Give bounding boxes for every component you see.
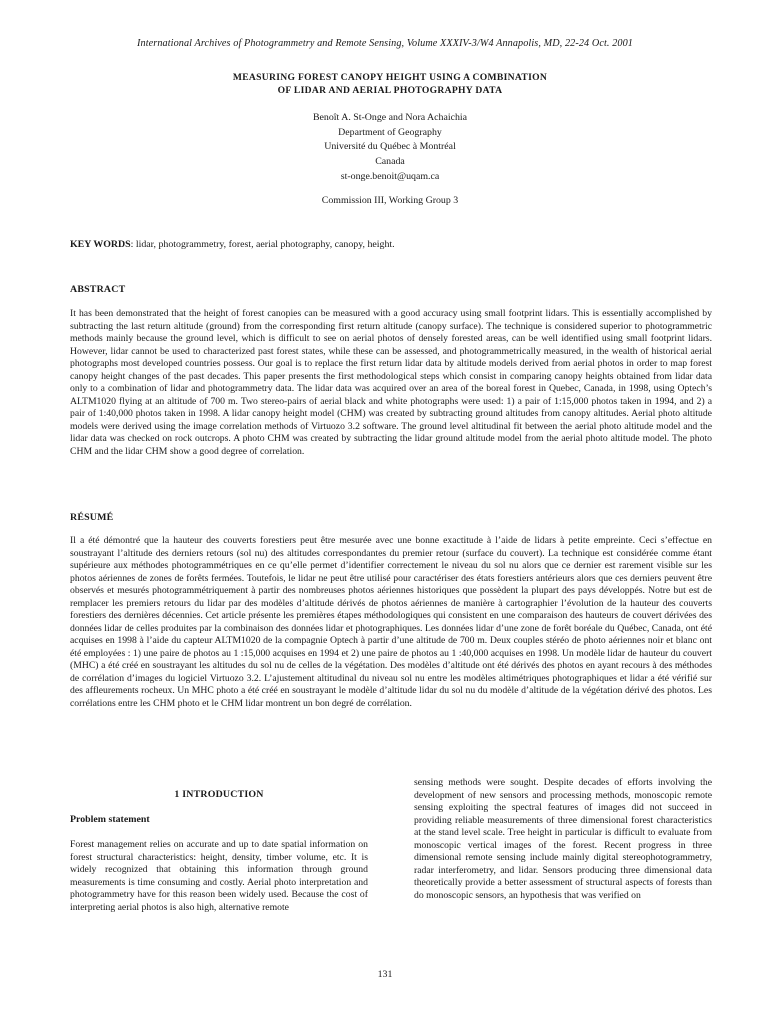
university: Université du Québec à Montréal — [324, 141, 456, 152]
country: Canada — [375, 155, 405, 167]
paper-title — [70, 71, 710, 97]
introduction-left-text: Forest management relies on accurate and up to date spatial information on forest structural characteristics: height, density, timber volume, etc. It is widely recognized that obtaining this information through ground measurements is time consuming and costly. Aerial photo interpretation and photogrammetry have for this reason been widely used. Because the cost of interpreting aerial photos is also high, alternative remote — [70, 839, 368, 913]
abstract-text: It has been demonstrated that the height of forest canopies can be measured with a good accuracy using small footprint lidars. This is essentially accomplished by subtracting the last return altitude (ground) from the corresponding first return altitude (canopy surface). The technique is considered superior to photogrammetric methods mainly because the ground level, which is difficult to see on aerial photos of densely forested areas, can be well identified using small footprint lidars. However, lidar cannot be used to characterized past forest states, while these can be assessed, and photogrammetrically measured, in the wealth of historical aerial photographs most developed countries possess. Our goal is to replace the first return lidar data by altitude models derived from aerial photos in order to map forest canopy height changes of the past decades. This paper presents the first methodological steps which consist in comparing canopy heights obtained from lidar data only to a combination of lidar and photogrammetry data. The lidar data was acquired over an area of the boreal forest in Quebec, Canada, in 1998, using Optech’s ALTM1020 flying at an altitude of 700 m. Two stereo-pairs of aerial black and white photographs were used: 1) a pair of 1:15,000 photos taken in 1994, and 2) a pair of 1:40,000 photos taken in 1998. A lidar canopy height model (CHM) was created by subtracting ground altitudes from canopy altitudes. Aerial photo altitude models were derived using the image correlation methods of Virtuozo 3.2 software. The ground level altitudinal fit between the aerial photo altitude model and the lidar data was checked on rock outcrops. A photo CHM was created by subtracting the lidar ground altitude model from the aerial photo altitude model. The photo CHM and the lidar CHM show a good degree of correlation. — [70, 308, 712, 457]
keywords-text: : lidar, photogrammetry, forest, aerial photography, canopy, height. — [130, 239, 395, 250]
author-block — [70, 111, 710, 185]
abstract-heading: ABSTRACT — [70, 284, 126, 295]
introduction-left-column — [70, 839, 368, 914]
department: Department of Geography — [338, 126, 442, 138]
problem-statement-heading: Problem statement — [70, 814, 150, 825]
email: st-onge.benoit@uqam.ca — [340, 171, 440, 182]
resume-heading: RÉSUMÉ — [70, 512, 114, 523]
introduction-right-text: sensing methods were sought. Despite decades of efforts involving the development of new sensors and processing methods, monoscopic remote sensing exploiting the spectral features of images did not succeed in providing reliable measurements of three dimensional forest characteristics at the stand level scale. Tree height in particular is difficult to evaluate from monoscopic vertical images of the forest. Recent progress in three dimensional remote sensing include mainly digital stereophotogrammetry, radar interferometry, and lidar. Sensors producing three dimensional data theoretically provide a better assessment of structural aspects of forests than do monoscopic sensors, an hypothesis that was verified on — [414, 777, 712, 901]
keywords — [70, 239, 710, 250]
authors: Benoît A. St-Onge and Nora Achaichia — [312, 112, 468, 123]
introduction-right-column — [414, 777, 712, 902]
page-number: 131 — [377, 969, 393, 980]
commission: Commission III, Working Group 3 — [321, 195, 459, 206]
running-header: International Archives of Photogrammetry and Remote Sensing, Volume XXXIV-3/W4 Annapolis, MD, 22-24 Oct. 2001 — [137, 38, 633, 49]
resume-text: Il a été démontré que la hauteur des couverts forestiers peut être mesurée avec une bonne exactitude à l’aide de lidars à petite empreinte. Ceci s’effectue en soustrayant l’altitude des derniers retours (sol nu) des altitudes correspondantes du premier retour (surface du couvert). La technique est considérée comme étant supérieure aux méthodes photogrammétriques en ce qu’elle permet d’identifier correctement le niveau du sol nu alors que ce dernier est rarement visible sur les photos aériennes de zones de forêts fermées. Toutefois, le lidar ne peut être utilisé pour caractériser des états forestiers antérieurs alors que ces derniers peuvent être observés et mesurés photogrammétriquement à partir des nombreuses photos aériennes historiques que possèdent la plupart des pays développés. Notre but est de remplacer les premiers retours du lidar par des modèles d’altitude dérivés de photos aériennes de manière à cartographier l’évolution de la hauteur des couverts forestiers des dernières décennies. Cet article présente les premières étapes méthodologiques qui consistent en une comparaison des hauteurs de couvert dérivées des données lidar de celles produites par la combinaison des données lidar et photographiques. Les données lidar d’une zone de forêt boréale du Québec, Canada, ont été acquises en 1998 à l’aide du capteur ALTM1020 de la compagnie Optech à partir d’une altitude de 700 m. Deux couples stéréo de photo aériennes noir et blanc ont été employées : 1) une paire de photos au 1 :15,000 acquises en 1994 et 2) une paire de photos au 1 :40,000 acquises en 1998. Un modèle lidar de hauteur du couvert (MHC) a été créé en soustrayant les altitudes du sol nu de celles de la végétation. Des modèles d’altitude ont été dérivés des photos en ayant recours à des méthodes de corrélation d’images du logiciel Virtuozo 3.2. L’ajustement altitudinal du niveau sol nu entre les modèles altimétriques photographiques et lidar a été vérifié sur des affleurements rocheux. Un MHC photo a été créé en soustrayant le modèle d’altitude lidar du sol nu du modèle d’altitude de la végétation dérivé des photos. Les corrélations entre les CHM photo et le CHM lidar montrent un bon degré de corrélation. — [70, 535, 712, 709]
title-line-1: MEASURING FOREST CANOPY HEIGHT USING A COMBINATION — [232, 72, 548, 83]
title-line-2: OF LIDAR AND AERIAL PHOTOGRAPHY DATA — [277, 85, 503, 96]
keywords-label: KEY WORDS — [70, 239, 131, 250]
introduction-heading: 1 INTRODUCTION — [174, 789, 264, 800]
